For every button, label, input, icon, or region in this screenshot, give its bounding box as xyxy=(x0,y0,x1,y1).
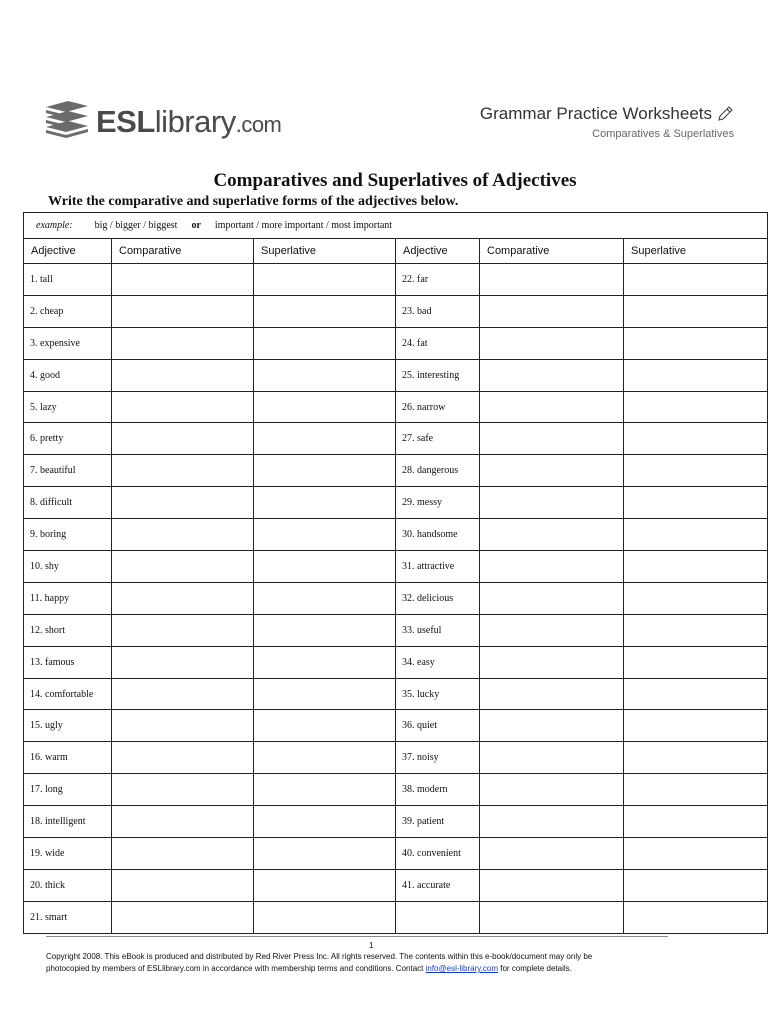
comparative-answer-cell[interactable] xyxy=(480,646,624,678)
brand-block xyxy=(480,104,734,140)
comparative-answer-cell[interactable] xyxy=(112,838,254,870)
table-row xyxy=(24,646,768,678)
superlative-answer-cell[interactable] xyxy=(624,838,768,870)
adjective-cell: 31. attractive xyxy=(396,551,480,583)
superlative-answer-cell[interactable] xyxy=(254,423,396,455)
logo-wordmark xyxy=(96,104,281,140)
comparative-answer-cell[interactable] xyxy=(112,519,254,551)
adjective-cell: 35. lucky xyxy=(396,678,480,710)
table-row xyxy=(24,551,768,583)
copyright-notice xyxy=(46,951,746,975)
comparative-answer-cell[interactable] xyxy=(480,806,624,838)
adjective-cell: 9. boring xyxy=(24,519,112,551)
table-row xyxy=(24,678,768,710)
adjective-cell: 4. good xyxy=(24,359,112,391)
adjective-cell: 41. accurate xyxy=(396,869,480,901)
adjective-cell: 1. tall xyxy=(24,264,112,296)
adjective-cell: 25. interesting xyxy=(396,359,480,391)
adjective-cell: 32. delicious xyxy=(396,582,480,614)
adjective-cell: 21. smart xyxy=(24,901,112,933)
logo-suffix: .com xyxy=(235,112,282,137)
copyright-text-b: for complete details. xyxy=(498,964,572,973)
adjective-cell: 11. happy xyxy=(24,582,112,614)
superlative-answer-cell[interactable] xyxy=(254,742,396,774)
comparative-answer-cell[interactable] xyxy=(112,487,254,519)
brand-title: Grammar Practice Worksheets xyxy=(479,104,712,123)
table-row xyxy=(24,869,768,901)
adjective-cell xyxy=(396,901,480,933)
comparative-answer-cell[interactable] xyxy=(112,678,254,710)
adjective-cell: 8. difficult xyxy=(24,487,112,519)
adjective-cell: 27. safe xyxy=(396,423,480,455)
comparative-answer-cell[interactable] xyxy=(112,423,254,455)
comparative-answer-cell[interactable] xyxy=(480,327,624,359)
adjective-cell: 37. noisy xyxy=(396,742,480,774)
page-number: 1 xyxy=(369,941,374,950)
example-first: big / bigger / biggest xyxy=(94,220,178,231)
adjective-cell: 15. ugly xyxy=(24,710,112,742)
comparative-answer-cell[interactable] xyxy=(112,359,254,391)
table-row xyxy=(24,519,768,551)
copyright-line-1: Copyright 2008. This eBook is produced and distributed by Red River Press Inc. All rights reserved. The contents within this e-book/document may only be xyxy=(46,952,593,961)
logo-word: library xyxy=(154,104,236,139)
copyright-text-a: photocopied by members of ESLlibrary.com in accordance with membership terms and conditions. Contact xyxy=(46,964,426,973)
superlative-answer-cell[interactable] xyxy=(624,901,768,933)
copyright-line-2 xyxy=(46,963,746,975)
adjective-cell: 30. handsome xyxy=(396,519,480,551)
esl-library-logo xyxy=(44,100,281,144)
adjective-cell: 5. lazy xyxy=(24,391,112,423)
comparative-answer-cell[interactable] xyxy=(480,678,624,710)
comparative-answer-cell[interactable] xyxy=(480,487,624,519)
superlative-answer-cell[interactable] xyxy=(624,455,768,487)
pencil-icon xyxy=(716,105,734,123)
adjective-cell: 3. expensive xyxy=(24,327,112,359)
superlative-answer-cell[interactable] xyxy=(624,327,768,359)
comparative-answer-cell[interactable] xyxy=(112,742,254,774)
comparative-answer-cell[interactable] xyxy=(112,646,254,678)
superlative-answer-cell[interactable] xyxy=(624,551,768,583)
adjective-cell: 33. useful xyxy=(396,614,480,646)
superlative-answer-cell[interactable] xyxy=(254,455,396,487)
comparative-answer-cell[interactable] xyxy=(112,901,254,933)
adjective-cell: 34. easy xyxy=(396,646,480,678)
adjective-cell: 10. shy xyxy=(24,551,112,583)
comparative-answer-cell[interactable] xyxy=(480,391,624,423)
comparative-answer-cell[interactable] xyxy=(480,614,624,646)
comparative-answer-cell[interactable] xyxy=(480,295,624,327)
column-header: Adjective xyxy=(24,239,112,264)
table-row xyxy=(24,582,768,614)
superlative-answer-cell[interactable] xyxy=(624,391,768,423)
superlative-answer-cell[interactable] xyxy=(254,614,396,646)
superlative-answer-cell[interactable] xyxy=(254,487,396,519)
superlative-answer-cell[interactable] xyxy=(254,551,396,583)
comparative-answer-cell[interactable] xyxy=(112,295,254,327)
table-row xyxy=(24,901,768,933)
column-header: Comparative xyxy=(480,239,624,264)
instructions: Write the comparative and superlative forms of the adjectives below. xyxy=(48,194,459,209)
comparative-answer-cell[interactable] xyxy=(112,710,254,742)
table-row xyxy=(24,806,768,838)
adjective-cell: 36. quiet xyxy=(396,710,480,742)
adjective-cell: 40. convenient xyxy=(396,838,480,870)
superlative-answer-cell[interactable] xyxy=(254,295,396,327)
superlative-answer-cell[interactable] xyxy=(254,869,396,901)
superlative-answer-cell[interactable] xyxy=(624,582,768,614)
comparative-answer-cell[interactable] xyxy=(480,774,624,806)
page-title: Comparatives and Superlatives of Adjectives xyxy=(213,170,577,191)
adjective-cell: 22. far xyxy=(396,264,480,296)
comparative-answer-cell[interactable] xyxy=(112,264,254,296)
superlative-answer-cell[interactable] xyxy=(254,678,396,710)
adjective-cell: 38. modern xyxy=(396,774,480,806)
table-row xyxy=(24,838,768,870)
header-row xyxy=(24,239,768,264)
comparative-answer-cell[interactable] xyxy=(480,838,624,870)
comparative-answer-cell[interactable] xyxy=(112,582,254,614)
table-row xyxy=(24,455,768,487)
comparative-answer-cell[interactable] xyxy=(112,327,254,359)
adjective-cell: 26. narrow xyxy=(396,391,480,423)
superlative-answer-cell[interactable] xyxy=(254,901,396,933)
adjective-cell: 20. thick xyxy=(24,869,112,901)
adjective-cell: 14. comfortable xyxy=(24,678,112,710)
table-row xyxy=(24,423,768,455)
superlative-answer-cell[interactable] xyxy=(624,264,768,296)
table-row xyxy=(24,774,768,806)
column-header: Superlative xyxy=(254,239,396,264)
adjective-cell: 2. cheap xyxy=(24,295,112,327)
comparative-answer-cell[interactable] xyxy=(480,869,624,901)
adjective-cell: 23. bad xyxy=(396,295,480,327)
superlative-answer-cell[interactable] xyxy=(624,710,768,742)
comparative-answer-cell[interactable] xyxy=(480,264,624,296)
table-row xyxy=(24,295,768,327)
superlative-answer-cell[interactable] xyxy=(254,264,396,296)
table-row xyxy=(24,359,768,391)
brand-subtitle: Comparatives & Superlatives xyxy=(592,128,734,140)
superlative-answer-cell[interactable] xyxy=(624,487,768,519)
adjective-cell: 6. pretty xyxy=(24,423,112,455)
adjective-cell: 28. dangerous xyxy=(396,455,480,487)
superlative-answer-cell[interactable] xyxy=(624,742,768,774)
worksheet-table xyxy=(23,212,768,934)
comparative-answer-cell[interactable] xyxy=(480,359,624,391)
column-header: Superlative xyxy=(624,239,768,264)
adjective-cell: 24. fat xyxy=(396,327,480,359)
example-cell xyxy=(24,213,768,239)
example-row xyxy=(24,213,768,239)
adjective-cell: 39. patient xyxy=(396,806,480,838)
comparative-answer-cell[interactable] xyxy=(480,423,624,455)
adjective-cell: 17. long xyxy=(24,774,112,806)
superlative-answer-cell[interactable] xyxy=(624,869,768,901)
superlative-answer-cell[interactable] xyxy=(624,678,768,710)
superlative-answer-cell[interactable] xyxy=(624,423,768,455)
superlative-answer-cell[interactable] xyxy=(624,614,768,646)
superlative-answer-cell[interactable] xyxy=(624,359,768,391)
adjective-cell: 12. short xyxy=(24,614,112,646)
superlative-answer-cell[interactable] xyxy=(254,774,396,806)
adjective-cell: 7. beautiful xyxy=(24,455,112,487)
superlative-answer-cell[interactable] xyxy=(254,327,396,359)
comparative-answer-cell[interactable] xyxy=(480,455,624,487)
superlative-answer-cell[interactable] xyxy=(624,774,768,806)
comparative-answer-cell[interactable] xyxy=(112,774,254,806)
adjective-cell: 19. wide xyxy=(24,838,112,870)
table-row xyxy=(24,264,768,296)
comparative-answer-cell[interactable] xyxy=(112,391,254,423)
example-or: or xyxy=(191,220,201,231)
adjective-cell: 18. intelligent xyxy=(24,806,112,838)
comparative-answer-cell[interactable] xyxy=(112,455,254,487)
example-label: example: xyxy=(36,220,73,231)
comparative-answer-cell[interactable] xyxy=(480,710,624,742)
superlative-answer-cell[interactable] xyxy=(624,646,768,678)
comparative-answer-cell[interactable] xyxy=(480,519,624,551)
comparative-answer-cell[interactable] xyxy=(480,582,624,614)
superlative-answer-cell[interactable] xyxy=(254,710,396,742)
footer-rule xyxy=(46,936,668,937)
comparative-answer-cell[interactable] xyxy=(480,742,624,774)
table-row xyxy=(24,614,768,646)
adjective-cell: 16. warm xyxy=(24,742,112,774)
superlative-answer-cell[interactable] xyxy=(254,646,396,678)
table-row xyxy=(24,487,768,519)
column-header: Comparative xyxy=(112,239,254,264)
comparative-answer-cell[interactable] xyxy=(480,901,624,933)
table-row xyxy=(24,710,768,742)
superlative-answer-cell[interactable] xyxy=(254,582,396,614)
logo-strong: ESL xyxy=(96,104,155,139)
superlative-answer-cell[interactable] xyxy=(254,359,396,391)
superlative-answer-cell[interactable] xyxy=(624,806,768,838)
adjective-cell: 13. famous xyxy=(24,646,112,678)
comparative-answer-cell[interactable] xyxy=(112,869,254,901)
example-second: important / more important / most important xyxy=(214,220,393,231)
superlative-answer-cell[interactable] xyxy=(254,806,396,838)
superlative-answer-cell[interactable] xyxy=(254,391,396,423)
superlative-answer-cell[interactable] xyxy=(254,838,396,870)
comparative-answer-cell[interactable] xyxy=(480,551,624,583)
comparative-answer-cell[interactable] xyxy=(112,614,254,646)
superlative-answer-cell[interactable] xyxy=(624,295,768,327)
table-row xyxy=(24,742,768,774)
books-logo-icon xyxy=(44,101,90,143)
superlative-answer-cell[interactable] xyxy=(624,519,768,551)
column-header: Adjective xyxy=(396,239,480,264)
table-row xyxy=(24,327,768,359)
table-row xyxy=(24,391,768,423)
superlative-answer-cell[interactable] xyxy=(254,519,396,551)
comparative-answer-cell[interactable] xyxy=(112,806,254,838)
comparative-answer-cell[interactable] xyxy=(112,551,254,583)
email-link[interactable]: info@esl-library.com xyxy=(425,964,499,973)
adjective-cell: 29. messy xyxy=(396,487,480,519)
